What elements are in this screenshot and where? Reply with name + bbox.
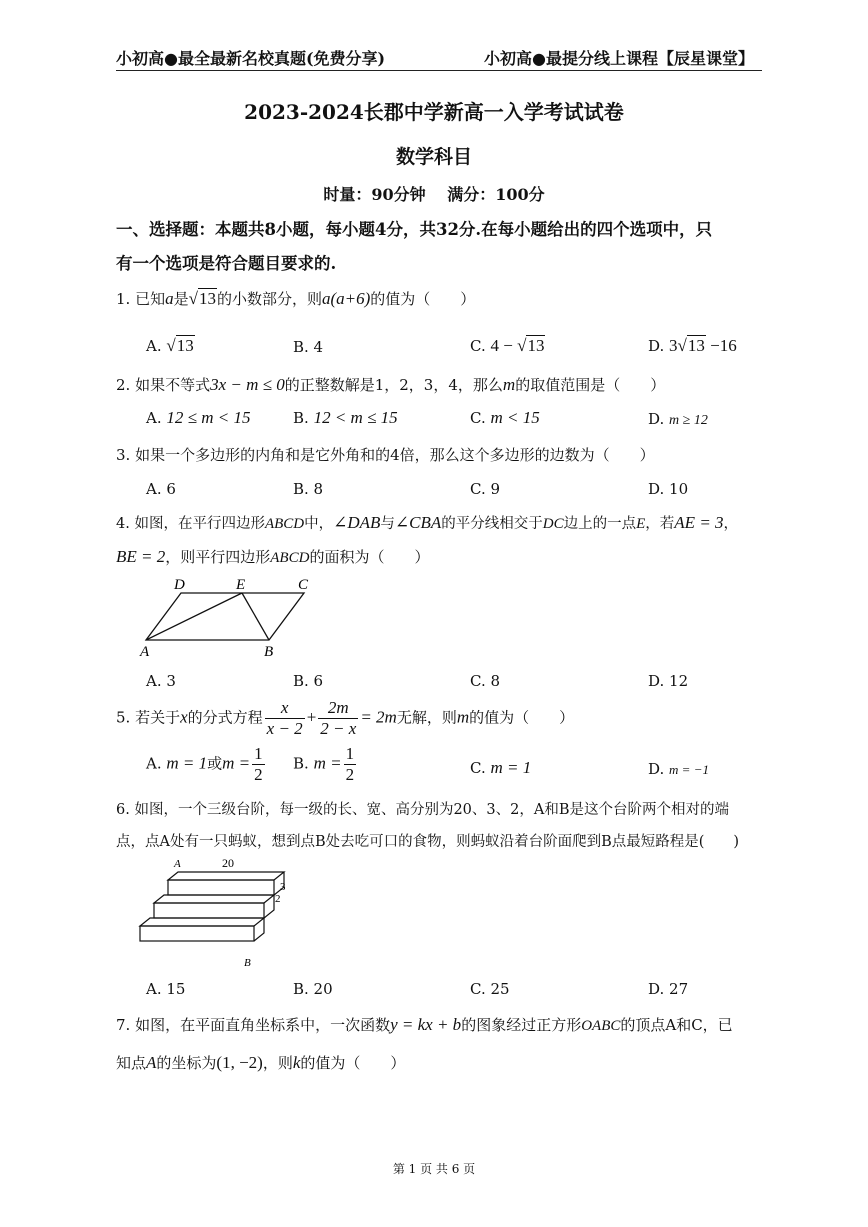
question-4-line1: 4. 如图，在平行四边形ABCD中，∠DAB与∠CBA的平分线相交于DC边上的一点E，若AE = 3， <box>116 513 739 532</box>
question-6-line1: 6. 如图，一个三级台阶，每一级的长、宽、高分别为20、3、2，A和B是这个台阶两个相对的端 <box>116 802 729 818</box>
section-heading-line2: 有一个选项是符合题目要求的. <box>116 254 337 273</box>
q5-option-d: D. m = −1 <box>648 760 709 778</box>
q6-option-d: D. 27 <box>648 980 689 998</box>
exam-title: 2023-2024长郡中学新高一入学考试试卷 <box>244 100 624 124</box>
header-right: 小初高●最提分线上课程【辰星课堂】 <box>484 49 754 68</box>
parallelogram-outline <box>146 593 304 640</box>
q2-option-a: A. 12 ≤ m < 15 <box>146 408 251 427</box>
question-6-line2: 点，点A处有一只蚂蚁，想到点B处去吃可口的食物，则蚂蚁沿着台阶面爬到B点最短路程是( ) <box>116 834 740 850</box>
question-1: 1. 已知a是√13的小数部分，则a(a+6)的值为（ ） <box>116 289 476 308</box>
q3-option-b: B. 8 <box>293 480 324 498</box>
stair-riser-1 <box>168 880 274 895</box>
exam-time-score: 时量：90分钟 满分：100分 <box>323 185 545 204</box>
stair-riser-2 <box>154 903 264 918</box>
label-a: A <box>174 858 181 870</box>
q1-option-c: C. 4 − √13 <box>470 336 545 355</box>
question-2: 2. 如果不等式3x − m ≤ 0的正整数解是1，2，3，4，那么m的取值范围是（ ） <box>116 375 666 394</box>
q3-option-d: D. 10 <box>648 480 689 498</box>
question-4-line2: BE = 2，则平行四边形ABCD的面积为（ ） <box>116 547 430 566</box>
stair-riser-3 <box>140 926 254 941</box>
q1-option-b: B. 4 <box>293 338 324 356</box>
q6-option-a: A. 15 <box>146 980 186 998</box>
header-divider <box>116 70 762 71</box>
label-c: C <box>298 577 309 593</box>
section-heading-line1: 一、选择题：本题共8小题，每小题4分，共32分.在每小题给出的四个选项中，只 <box>116 220 713 239</box>
page-footer: 第 1 页 共 6 页 <box>392 1162 476 1176</box>
q1-option-d: D. 3√13 −16 <box>648 336 737 355</box>
stair-top-surface <box>168 872 284 880</box>
label-a: A <box>140 644 150 660</box>
q5-option-c: C. m = 1 <box>470 758 532 777</box>
q3-option-c: C. 9 <box>470 480 501 498</box>
label-b: B <box>244 957 251 969</box>
stair-tread-3 <box>140 918 264 926</box>
header-left: 小初高●最全最新名校真题(免费分享) <box>116 49 386 68</box>
stair-tread-2 <box>154 895 274 903</box>
question-3: 3. 如果一个多边形的内角和是它外角和的4倍，那么这个多边形的边数为（ ） <box>116 446 655 464</box>
label-height: 2 <box>275 893 281 905</box>
q2-option-d: D. m ≥ 12 <box>648 410 708 428</box>
q2-option-b: B. 12 < m ≤ 15 <box>293 408 398 427</box>
label-e: E <box>236 577 246 593</box>
label-b: B <box>264 644 274 660</box>
exam-subject: 数学科目 <box>395 146 472 168</box>
q4-option-c: C. 8 <box>470 672 501 690</box>
bisector-ae <box>146 593 242 640</box>
q4-option-b: B. 6 <box>293 672 324 690</box>
label-width: 3 <box>280 881 286 893</box>
q3-option-a: A. 6 <box>146 480 176 498</box>
q4-option-a: A. 3 <box>146 672 176 690</box>
parallelogram-figure <box>136 574 316 664</box>
q5-option-b: B. m = $\frac{1}{2}$ <box>293 744 355 784</box>
q6-option-b: B. 20 <box>293 980 333 998</box>
q2-option-c: C. m < 15 <box>470 408 540 427</box>
bisector-be <box>242 593 269 640</box>
question-7-line1: 7. 如图，在平面直角坐标系中，一次函数y = kx + b的图象经过正方形OABC的顶点A和C，已 <box>116 1015 733 1034</box>
question-5: 5. 若关于x的分式方程 $\frac{x}{x - 2}$ + $\frac{2m}{2 - x}$ = 2m无解，则m的值为（ ） <box>116 698 575 738</box>
staircase-figure <box>134 854 304 972</box>
label-d: D <box>174 577 185 593</box>
q4-option-d: D. 12 <box>648 672 689 690</box>
q5-option-a: A. m = 1或m = $\frac{1}{2}$ <box>146 744 263 784</box>
question-7-line2: 知点A的坐标为(1, −2)，则k的值为（ ） <box>116 1053 406 1072</box>
label-length: 20 <box>222 856 234 870</box>
q1-option-a: A. √13 <box>146 336 194 355</box>
q6-option-c: C. 25 <box>470 980 510 998</box>
